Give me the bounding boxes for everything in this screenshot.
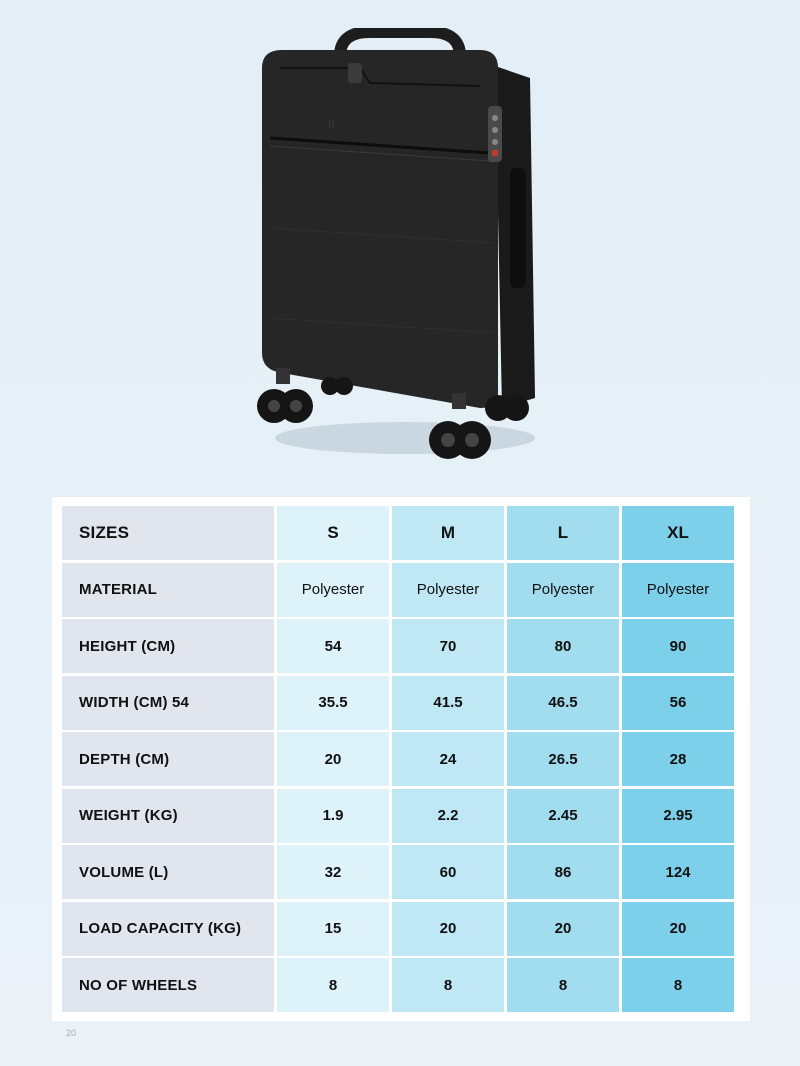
- suitcase-image: [240, 28, 560, 478]
- page-number: 20: [66, 1028, 77, 1038]
- table-cell: 60: [392, 845, 504, 899]
- table-cell: 46.5: [507, 676, 619, 730]
- table-cell: 41.5: [392, 676, 504, 730]
- table-cell: 35.5: [277, 676, 389, 730]
- row-label: MATERIAL: [62, 563, 274, 617]
- table-cell: 86: [507, 845, 619, 899]
- suitcase-illustration: [240, 28, 560, 478]
- table-cell: Polyester: [277, 563, 389, 617]
- table-cell: 20: [622, 902, 734, 956]
- table-cell: 8: [507, 958, 619, 1012]
- table-cell: 70: [392, 619, 504, 673]
- table-cell: Polyester: [507, 563, 619, 617]
- row-label: DEPTH (CM): [62, 732, 274, 786]
- table-cell: 24: [392, 732, 504, 786]
- row-label: VOLUME (L): [62, 845, 274, 899]
- row-label: HEIGHT (CM): [62, 619, 274, 673]
- table-cell: Polyester: [392, 563, 504, 617]
- table-cell: 20: [507, 902, 619, 956]
- table-cell: 80: [507, 619, 619, 673]
- table-cell: Polyester: [622, 563, 734, 617]
- size-table-grid: [62, 506, 734, 1012]
- row-label: LOAD CAPACITY (KG): [62, 902, 274, 956]
- table-cell: 56: [622, 676, 734, 730]
- table-cell: 2.2: [392, 789, 504, 843]
- row-label: WIDTH (CM) 54: [62, 676, 274, 730]
- table-cell: 15: [277, 902, 389, 956]
- table-cell: 28: [622, 732, 734, 786]
- row-label: WEIGHT (KG): [62, 789, 274, 843]
- table-cell: 124: [622, 845, 734, 899]
- size-header-xl: XL: [622, 506, 734, 560]
- table-cell: 2.45: [507, 789, 619, 843]
- table-cell: 2.95: [622, 789, 734, 843]
- size-header-m: M: [392, 506, 504, 560]
- table-cell: 32: [277, 845, 389, 899]
- table-cell: 8: [622, 958, 734, 1012]
- size-header-s: S: [277, 506, 389, 560]
- table-cell: 90: [622, 619, 734, 673]
- table-cell: 54: [277, 619, 389, 673]
- size-header-l: L: [507, 506, 619, 560]
- table-cell: 8: [277, 958, 389, 1012]
- table-cell: 26.5: [507, 732, 619, 786]
- size-comparison-table: [52, 497, 750, 1021]
- table-cell: 20: [392, 902, 504, 956]
- table-cell: 8: [392, 958, 504, 1012]
- row-label: NO OF WHEELS: [62, 958, 274, 1012]
- svg-text:ll: ll: [328, 117, 335, 131]
- header-label: SIZES: [62, 506, 274, 560]
- table-cell: 20: [277, 732, 389, 786]
- table-cell: 1.9: [277, 789, 389, 843]
